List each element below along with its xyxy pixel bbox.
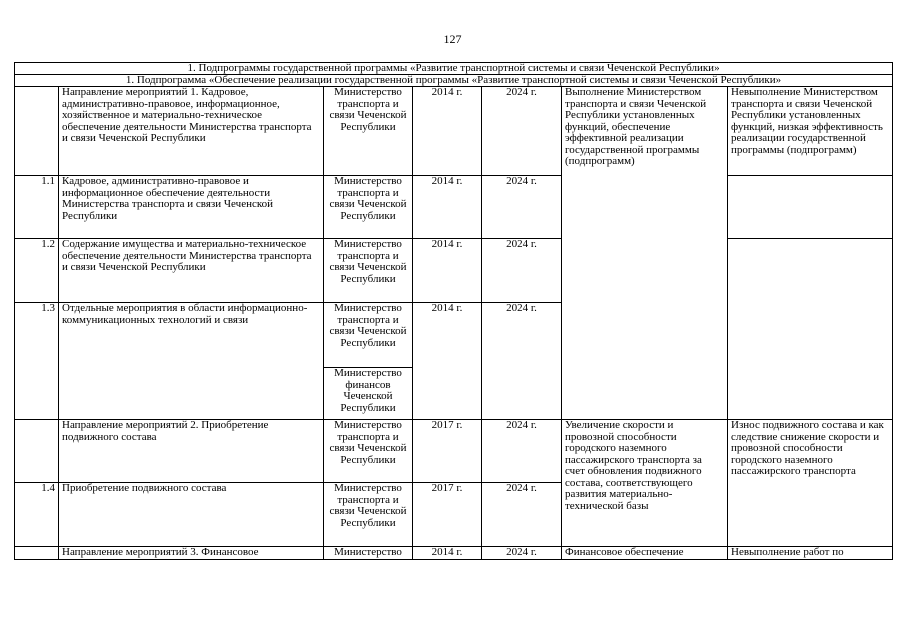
table-row xyxy=(15,547,893,560)
executor: Министерство транспорта и связи Чеченской Республики xyxy=(324,420,413,483)
end-year: 2024 г. xyxy=(482,420,562,483)
end-year: 2024 г. xyxy=(482,239,562,303)
consequence: Невыполнение Министерством транспорта и связи Чеченской Республики установленных функций, низкая эффективность реализации государственной программы (подпрограмм) xyxy=(728,87,893,176)
activity-name: Содержание имущества и материально-техническое обеспечение деятельности Министерства транспорта и связи Чеченской Республики xyxy=(59,239,324,303)
start-year: 2014 г. xyxy=(413,87,482,176)
activity-name: Приобретение подвижного состава xyxy=(59,483,324,547)
expected-result: Финансовое обеспечение xyxy=(562,547,728,560)
activities-table xyxy=(14,62,893,560)
start-year: 2014 г. xyxy=(413,176,482,239)
consequence: Невыполнение работ по xyxy=(728,547,893,560)
executor: Министерство транспорта и связи Чеченской Республики xyxy=(324,303,413,368)
start-year: 2014 г. xyxy=(413,239,482,303)
table-row xyxy=(15,420,893,483)
row-number: 1.2 xyxy=(15,239,59,303)
executor-secondary: Министерство финансов Чеченской Республики xyxy=(324,368,413,420)
subprogram-title-row xyxy=(15,75,893,87)
row-number: 1.3 xyxy=(15,303,59,420)
row-number: 1.4 xyxy=(15,483,59,547)
start-year: 2017 г. xyxy=(413,483,482,547)
table-row xyxy=(15,87,893,176)
end-year: 2024 г. xyxy=(482,547,562,560)
expected-result: Увеличение скорости и провозной способности городского наземного пассажирского транспорта за счет обновления подвижного состава, соответствующего развития материально-технической базы xyxy=(562,420,728,547)
executor: Министерство транспорта и связи Чеченской Республики xyxy=(324,239,413,303)
end-year: 2024 г. xyxy=(482,483,562,547)
activity-name: Направление мероприятий 1. Кадровое, административно-правовое, информационное, хозяйственное и материально-техническое обеспечение деятельности Министерства транспорта и связи Чеченской Республики xyxy=(59,87,324,176)
table-row xyxy=(15,239,893,303)
row-number xyxy=(15,547,59,560)
start-year: 2017 г. xyxy=(413,420,482,483)
table-row xyxy=(15,176,893,239)
consequence-empty xyxy=(728,239,893,420)
row-number xyxy=(15,420,59,483)
activity-name: Отдельные мероприятия в области информационно-коммуникационных технологий и связи xyxy=(59,303,324,420)
program-title: 1. Подпрограммы государственной программы «Развитие транспортной системы и связи Чеченской Республики» xyxy=(15,63,893,75)
expected-result: Выполнение Министерством транспорта и связи Чеченской Республики установленных функций, обеспечение эффективной реализации государственной программы (подпрограмм) xyxy=(562,87,728,420)
row-number xyxy=(15,87,59,176)
end-year: 2024 г. xyxy=(482,303,562,420)
activity-name: Направление мероприятий 2. Приобретение подвижного состава xyxy=(59,420,324,483)
page-number: 127 xyxy=(443,32,462,46)
end-year: 2024 г. xyxy=(482,87,562,176)
consequence-empty xyxy=(728,176,893,239)
end-year: 2024 г. xyxy=(482,176,562,239)
executor: Министерство транспорта и связи Чеченской Республики xyxy=(324,176,413,239)
executor: Министерство транспорта и связи Чеченской Республики xyxy=(324,483,413,547)
start-year: 2014 г. xyxy=(413,547,482,560)
start-year: 2014 г. xyxy=(413,303,482,420)
executor: Министерство xyxy=(324,547,413,560)
executor: Министерство транспорта и связи Чеченской Республики xyxy=(324,87,413,176)
subprogram-title: 1. Подпрограмма «Обеспечение реализации государственной программы «Развитие транспортной системы и связи Чеченской Республики» xyxy=(15,75,893,87)
activity-name: Направление мероприятий 3. Финансовое xyxy=(59,547,324,560)
row-number: 1.1 xyxy=(15,176,59,239)
consequence: Износ подвижного состава и как следствие снижение скорости и провозной способности городского наземного пассажирского транспорта xyxy=(728,420,893,547)
activity-name: Кадровое, административно-правовое и информационное обеспечение деятельности Министерства транспорта и связи Чеченской Республики xyxy=(59,176,324,239)
program-title-row xyxy=(15,63,893,75)
